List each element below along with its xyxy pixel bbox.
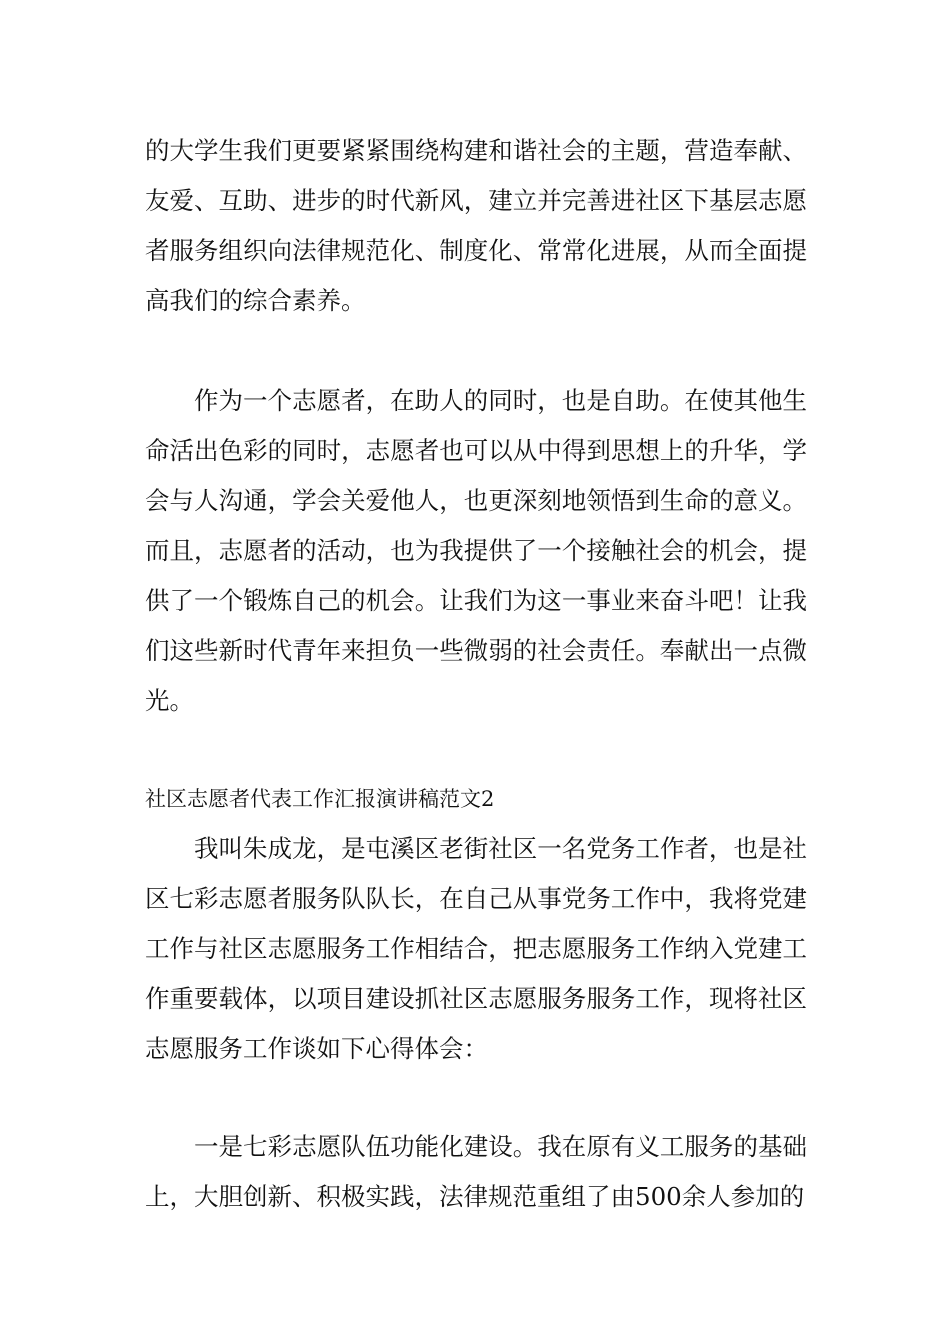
paragraph-3: 我叫朱成龙，是屯溪区老街社区一名党务工作者，也是社区七彩志愿者服务队队长，在自己从事党务工作中，我将党建工作与社区志愿服务工作相结合，把志愿服务工作纳入党建工作重要载体，以项目建设抓社区志愿服务服务工作，现将社区志愿服务工作谈如下心得体会： <box>145 834 807 1063</box>
section-heading: 社区志愿者代表工作汇报演讲稿范文2 <box>145 787 495 811</box>
paragraph-2: 作为一个志愿者，在助人的同时，也是自助。在使其他生命活出色彩的同时，志愿者也可以从中得到思想上的升华，学会与人沟通，学会关爱他人，也更深刻地领悟到生命的意义。而且，志愿者的活动，也为我提供了一个接触社会的机会，提供了一个锻炼自己的机会。让我们为这一事业来奋斗吧！让我们这些新时代青年来担负一些微弱的社会责任。奉献出一点微光。 <box>145 386 807 715</box>
paragraph-1: 的大学生我们更要紧紧围绕构建和谐社会的主题，营造奉献、友爱、互助、进步的时代新风，建立并完善进社区下基层志愿者服务组织向法律规范化、制度化、常常化进展，从而全面提高我们的综合素养。 <box>145 136 807 315</box>
paragraph-4: 一是七彩志愿队伍功能化建设。我在原有义工服务的基础上，大胆创新、积极实践，法律规范重组了由500余人参加的 <box>145 1132 807 1211</box>
